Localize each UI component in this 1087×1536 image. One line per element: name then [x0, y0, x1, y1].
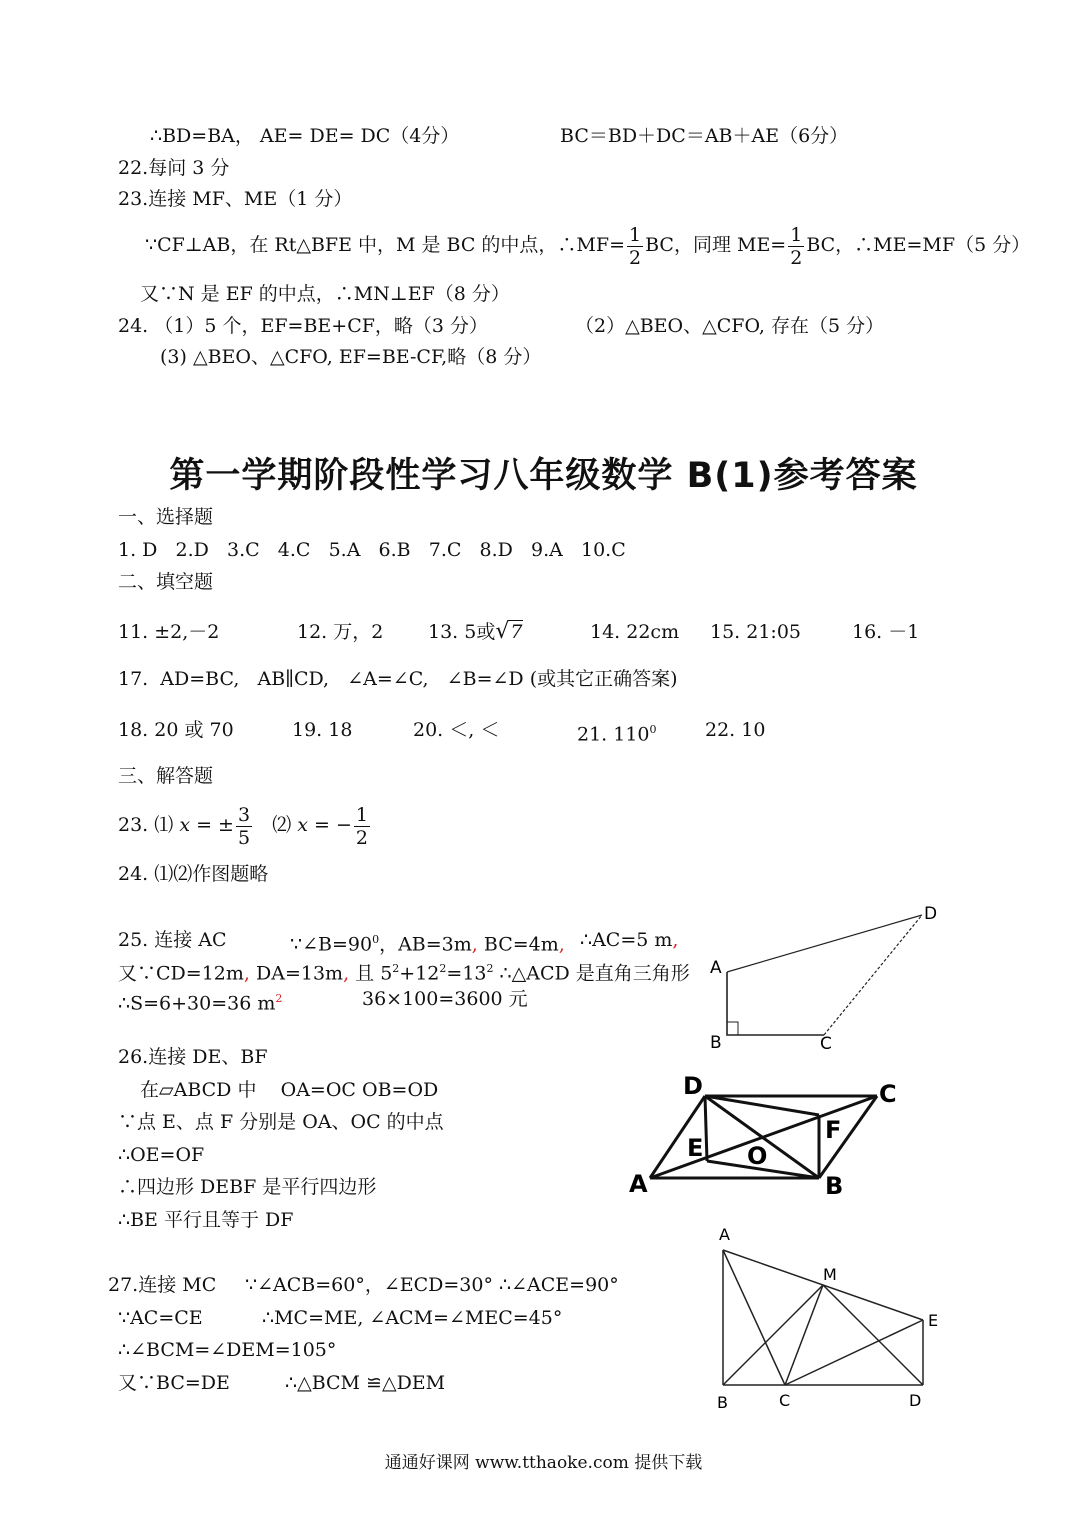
prev-answer-23-end: 又∵N 是 EF 的中点，∴MN⊥EF（8 分）	[140, 283, 510, 305]
q25-text-2e: =13	[446, 962, 487, 985]
fraction-half-1	[627, 224, 643, 269]
fill-answer-11: 11. ±2,－2	[118, 621, 220, 643]
fill-answer-17: 17. AD=BC, AB∥CD, ∠A=∠C, ∠B=∠D (或其它正确答案)	[118, 668, 678, 690]
fill-answer-19: 19. 18	[292, 719, 353, 741]
q25-text-1b: ∵∠B=90	[290, 933, 373, 956]
label-O: O	[747, 1142, 768, 1170]
fill-answer-14: 14. 22cm	[590, 621, 680, 643]
fill-answer-16: 16. －1	[852, 621, 920, 643]
label-F: F	[825, 1116, 842, 1144]
q27-line-1a: 27.连接 MC	[108, 1274, 217, 1296]
q26-line-5: ∴四边形 DEBF 是平行四边形	[118, 1176, 377, 1198]
q23-fraction-1	[236, 804, 252, 849]
fraction-half-2	[788, 224, 804, 269]
degree-mark: 0	[649, 723, 657, 736]
square-mark: 2	[439, 962, 447, 975]
fraction-denominator: 2	[790, 246, 803, 269]
prev-answer-24a: 24. （1）5 个，EF=BE+CF，略（3 分）	[118, 315, 489, 337]
label-B: B	[717, 1393, 728, 1412]
prev-line-1a: ∴BD=BA， AE= DE= DC（4分）	[150, 125, 460, 147]
q27-line-2a: ∵AC=CE	[118, 1307, 203, 1329]
square-mark: 2	[275, 992, 283, 1005]
label-C: C	[820, 1034, 832, 1054]
label-D: D	[683, 1072, 703, 1100]
square-mark: 2	[392, 962, 400, 975]
proof-text-1: ∵CF⊥AB，在 Rt△BFE 中，M 是 BC 的中点，∴MF=	[145, 234, 625, 256]
q25-line-3	[118, 987, 282, 1015]
figure-q26-parallelogram	[625, 1068, 915, 1203]
fraction-numerator: 1	[790, 223, 803, 246]
q25-comma: ,	[558, 933, 565, 956]
fraction-denominator: 2	[629, 246, 642, 269]
figure-q25-quadrilateral	[700, 895, 960, 1060]
q26-line-4: ∴OE=OF	[118, 1144, 205, 1166]
q23-den-2: 2	[355, 826, 368, 849]
fill-answer-22: 22. 10	[705, 719, 766, 741]
label-E: E	[928, 1311, 939, 1330]
fill-answer-20: 20. ＜, ＜	[413, 719, 500, 741]
q25-line-1-end	[580, 928, 678, 952]
proof-text-3: BC，∴ME=MF（5 分）	[806, 234, 1031, 256]
q26-line-2: 在▱ABCD 中 OA=OC OB=OD	[140, 1079, 439, 1101]
label-C: C	[779, 1391, 791, 1410]
fill-answer-12: 12. 万，2	[297, 621, 384, 643]
fraction-numerator: 1	[629, 223, 642, 246]
page-title: 第一学期阶段性学习八年级数学 B(1)参考答案	[169, 456, 918, 496]
label-D: D	[924, 904, 938, 924]
q27-line-2b: ∴MC=ME, ∠ACM=∠MEC=45°	[262, 1307, 563, 1329]
solve-answer-24: 24. ⑴⑵作图题略	[118, 863, 269, 885]
section-choice-heading: 一、选择题	[118, 506, 214, 528]
q27-line-1b: ∵∠ACB=60°，∠ECD=30° ∴∠ACE=90°	[245, 1274, 619, 1296]
q25-text-1c: ，AB=3m	[379, 933, 472, 956]
label-D: D	[909, 1391, 922, 1410]
q25-line-3b: 36×100=3600 元	[362, 988, 528, 1010]
q23-fraction-2	[354, 804, 370, 849]
page-footer: 通通好课网 www.tthaoke.com 提供下载	[384, 1453, 703, 1473]
fill-answer-13	[428, 620, 523, 644]
section-solve-heading: 三、解答题	[118, 765, 214, 787]
degree-mark: 0	[372, 933, 380, 946]
q25-text-3a: ∴S=6+30=36 m	[118, 992, 276, 1015]
q23-label: 23. ⑴	[118, 814, 174, 836]
q25-text-2c: 且 5	[355, 962, 393, 985]
q23-eq-2: = −	[314, 814, 352, 836]
q25-comma: ,	[672, 929, 679, 951]
q25-text-1a: 25. 连接 AC	[118, 929, 227, 951]
sqrt-radicand: 7	[510, 621, 523, 643]
prev-line-1b: BC＝BD＋DC＝AB＋AE（6分）	[560, 125, 849, 147]
q27-line-4b: ∴△BCM ≌△DEM	[285, 1372, 446, 1394]
prev-answer-22: 22.每问 3 分	[118, 157, 230, 179]
q25-text-2d: +12	[399, 962, 440, 985]
q23-label-2: ⑵	[272, 814, 292, 836]
label-B: B	[710, 1033, 722, 1053]
label-A: A	[710, 958, 722, 978]
fill-answer-18: 18. 20 或 70	[118, 719, 234, 741]
fill-answer-15: 15. 21:05	[710, 621, 802, 643]
q25-text-2f: ∴△ACD 是直角三角形	[493, 962, 690, 985]
label-E: E	[687, 1134, 704, 1162]
fill-answer-21-text: 21. 110	[577, 723, 650, 746]
label-A: A	[719, 1225, 730, 1244]
q25-text-1d: BC=4m	[483, 933, 559, 956]
prev-answer-23-proof	[145, 220, 1030, 270]
square-mark: 2	[486, 962, 494, 975]
q23-den-1: 5	[237, 826, 251, 849]
q27-line-3: ∴∠BCM=∠DEM=105°	[118, 1339, 337, 1361]
q23-num-2: 1	[355, 803, 368, 826]
q26-line-1: 26.连接 DE、BF	[118, 1046, 268, 1068]
prev-answer-24b: （2）△BEO、△CFO, 存在（5 分）	[575, 315, 885, 337]
q25-line-1-cont	[290, 928, 565, 956]
prev-answer-23: 23.连接 MF、ME（1 分）	[118, 188, 353, 210]
q26-line-6: ∴BE 平行且等于 DF	[118, 1209, 294, 1231]
q23-eq-1: = ±	[196, 814, 234, 836]
q23-var-1: x	[179, 814, 191, 836]
q25-line-1	[118, 928, 227, 952]
fill-answer-21	[577, 718, 657, 746]
q23-num-1: 3	[237, 803, 251, 826]
q25-comma: ,	[471, 933, 478, 956]
figure-q27-triangles	[705, 1222, 955, 1417]
q25-text-2b: DA=13m	[255, 962, 344, 985]
q25-comma: ,	[343, 962, 350, 985]
proof-text-2: BC，同理 ME=	[645, 234, 787, 256]
q25-comma: ,	[243, 962, 250, 985]
choice-answers: 1. D 2.D 3.C 4.C 5.A 6.B 7.C 8.D 9.A 10.C	[118, 539, 626, 561]
q25-text-2a: 又∵CD=12m	[118, 962, 244, 985]
label-B: B	[825, 1172, 844, 1200]
q26-line-3: ∵点 E、点 F 分别是 OA、OC 的中点	[118, 1111, 444, 1133]
label-M: M	[823, 1265, 837, 1284]
q23-var-2: x	[297, 814, 308, 836]
prev-answer-24c: (3) △BEO、△CFO, EF=BE-CF,略（8 分）	[160, 346, 542, 368]
sqrt-icon: √	[495, 619, 510, 644]
label-A: A	[629, 1170, 648, 1198]
q25-line-2	[118, 957, 690, 985]
fill-answer-13-text: 13. 5或	[428, 621, 496, 643]
q25-text-1e: ∴AC=5 m	[580, 929, 673, 951]
label-C: C	[879, 1080, 897, 1108]
section-fill-heading: 二、填空题	[118, 571, 214, 593]
solve-answer-23	[118, 800, 372, 850]
q27-line-4a: 又∵BC=DE	[118, 1372, 230, 1394]
